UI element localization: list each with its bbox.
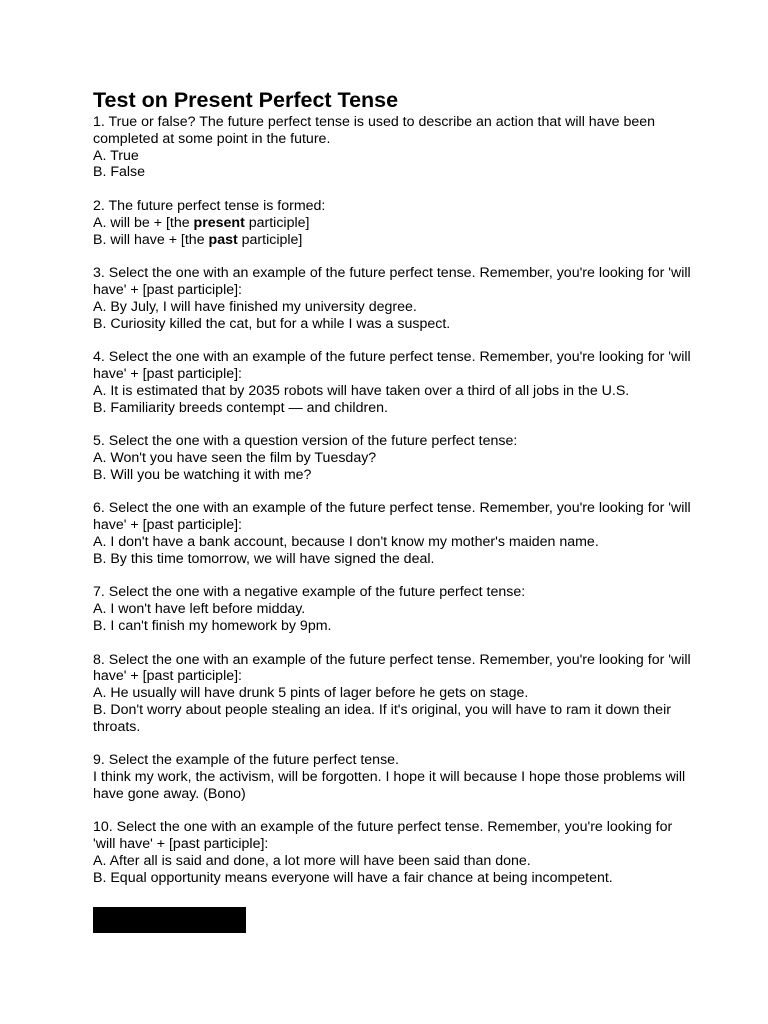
answer-option: A. It is estimated that by 2035 robots will have taken over a third of all jobs in the U.S. bbox=[93, 382, 630, 399]
question-5 bbox=[93, 433, 693, 483]
question-1 bbox=[93, 114, 693, 181]
question-2 bbox=[93, 198, 693, 248]
answer-option: A. I won't have left before midday. bbox=[93, 601, 306, 618]
answer-option: A. By July, I will have finished my university degree. bbox=[93, 298, 417, 315]
question-prompt: 10. Select the one with an example of the future perfect tense. Remember, you're looking for 'will have' + [past participle]: bbox=[93, 819, 673, 853]
answer-option: B. False bbox=[93, 164, 146, 181]
answer-option: B. Will you be watching it with me? bbox=[93, 466, 312, 483]
question-9 bbox=[93, 752, 693, 802]
question-10 bbox=[93, 819, 693, 886]
question-7 bbox=[93, 584, 693, 634]
question-8 bbox=[93, 652, 693, 736]
question-prompt: 7. Select the one with a negative example of the future perfect tense: bbox=[93, 584, 526, 601]
answer-option: I think my work, the activism, will be forgotten. I hope it will because I hope those problems will have gone away. (Bono) bbox=[93, 769, 686, 802]
question-prompt: 1. True or false? The future perfect tense is used to describe an action that will have been completed at some point in the future. bbox=[93, 114, 656, 147]
option-text: B. will have + [the bbox=[93, 231, 209, 248]
question-prompt: 5. Select the one with a question version of the future perfect tense: bbox=[93, 433, 518, 450]
question-6 bbox=[93, 500, 693, 567]
answer-option: B. By this time tomorrow, we will have signed the deal. bbox=[93, 550, 435, 567]
option-text: A. will be + [the bbox=[93, 214, 194, 231]
question-prompt: 2. The future perfect tense is formed: bbox=[93, 197, 326, 214]
question-prompt: 6. Select the one with an example of the future perfect tense. Remember, you're looking for 'will have' + [past participle]: bbox=[93, 500, 691, 534]
question-3 bbox=[93, 265, 693, 332]
answer-option: B. I can't finish my homework by 9pm. bbox=[93, 617, 332, 634]
answer-option: A. True bbox=[93, 147, 139, 164]
question-prompt: 3. Select the one with an example of the future perfect tense. Remember, you're looking for 'will have' + [past participle]: bbox=[93, 265, 691, 298]
answer-option: A. After all is said and done, a lot more will have been said than done. bbox=[93, 853, 531, 870]
question-prompt: 4. Select the one with an example of the future perfect tense. Remember, you're looking for 'will have' + [past participle]: bbox=[93, 349, 691, 382]
option-bold-text: past bbox=[208, 231, 238, 248]
question-prompt: 9. Select the example of the future perfect tense. bbox=[93, 752, 400, 769]
answer-option bbox=[93, 215, 693, 232]
option-text: participle] bbox=[244, 214, 310, 231]
answer-option: B. Familiarity breeds contempt — and children. bbox=[93, 399, 388, 416]
answer-option: A. He usually will have drunk 5 pints of lager before he gets on stage. bbox=[93, 685, 529, 702]
option-text: participle] bbox=[237, 231, 303, 248]
redaction-bar bbox=[93, 907, 246, 933]
question-prompt: 8. Select the one with an example of the future perfect tense. Remember, you're looking for 'will have' + [past participle]: bbox=[93, 651, 691, 685]
answer-option bbox=[93, 232, 693, 249]
question-4 bbox=[93, 349, 693, 416]
answer-option: A. I don't have a bank account, because I don't know my mother's maiden name. bbox=[93, 533, 599, 550]
answer-option: A. Won't you have seen the film by Tuesday? bbox=[93, 449, 377, 466]
page-title: Test on Present Perfect Tense bbox=[93, 88, 399, 112]
document-body bbox=[93, 86, 693, 903]
answer-option: B. Curiosity killed the cat, but for a while I was a suspect. bbox=[93, 315, 451, 332]
answer-option: B. Don't worry about people stealing an idea. If it's original, you will have to ram it down their throats. bbox=[93, 701, 671, 735]
option-bold-text: present bbox=[193, 214, 245, 231]
answer-option: B. Equal opportunity means everyone will have a fair chance at being incompetent. bbox=[93, 869, 613, 886]
